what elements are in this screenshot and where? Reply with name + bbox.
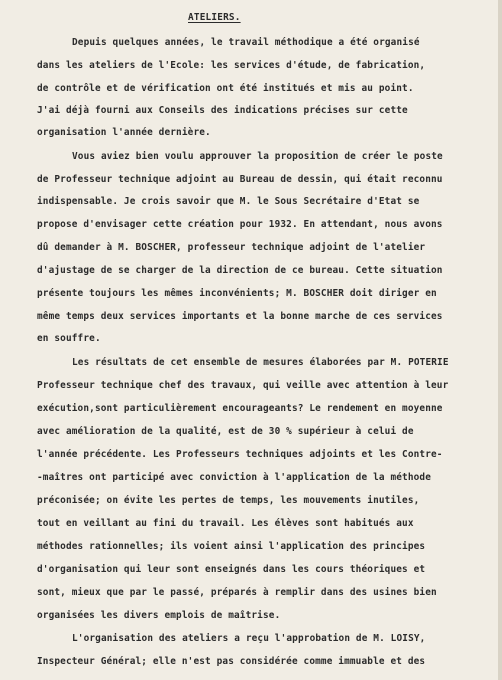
- text-line: Depuis quelques années, le travail méthodique a été organisé: [72, 37, 420, 48]
- text-line: de contrôle et de vérification ont été institués et mis au point.: [37, 83, 414, 94]
- text-line: exécution,sont particulièrement encourageants? Le rendement en moyenne: [37, 403, 443, 414]
- text-line: même temps deux services importants et la bonne marche de ces services: [37, 311, 443, 322]
- text-line: J'ai déjà fourni aux Conseils des indications précises sur cette: [37, 105, 408, 116]
- text-line: Vous aviez bien voulu approuver la proposition de créer le poste: [72, 151, 443, 162]
- text-line: Les résultats de cet ensemble de mesures élaborées par M. POTERIE: [72, 357, 449, 368]
- text-line: organisation l'année dernière.: [37, 127, 211, 138]
- text-line: méthodes rationnelles; ils voient ainsi l'application des principes: [37, 541, 426, 552]
- text-line: -maîtres ont participé avec conviction à l'application de la méthode: [37, 472, 432, 483]
- text-line: préconisée; on évite les pertes de temps, les mouvements inutiles,: [37, 495, 420, 506]
- page-title: ATELIERS.: [188, 12, 241, 23]
- text-line: Inspecteur Général; elle n'est pas considérée comme immuable et des: [37, 656, 426, 667]
- text-line: dans les ateliers de l'Ecole: les services d'étude, de fabrication,: [37, 60, 426, 71]
- text-line: tout en veillant au fini du travail. Les élèves sont habitués aux: [37, 518, 414, 529]
- page-edge: [498, 0, 502, 680]
- text-line: de Professeur technique adjoint au Bureau de dessin, qui était reconnu: [37, 174, 443, 185]
- text-line: L'organisation des ateliers a reçu l'approbation de M. LOISY,: [72, 633, 426, 644]
- text-line: présente toujours les mêmes inconvénients; M. BOSCHER doit diriger en: [37, 288, 437, 299]
- text-line: d'organisation qui leur sont enseignés dans les cours théoriques et: [37, 564, 426, 575]
- text-line: l'année précédente. Les Professeurs techniques adjoints et les Contre-: [37, 449, 443, 460]
- text-line: dû demander à M. BOSCHER, professeur technique adjoint de l'atelier: [37, 242, 426, 253]
- text-line: avec amélioration de la qualité, est de 30 % supérieur à celui de: [37, 426, 414, 437]
- text-line: propose d'envisager cette création pour 1932. En attendant, nous avons: [37, 219, 443, 230]
- text-line: organisées les divers emplois de maîtrise.: [37, 610, 281, 621]
- text-line: indispensable. Je crois savoir que M. le Sous Secrétaire d'Etat se: [37, 196, 420, 207]
- text-line: sont, mieux que par le passé, préparés à remplir dans des usines bien: [37, 587, 437, 598]
- text-line: Professeur technique chef des travaux, qui veille avec attention à leur: [37, 380, 449, 391]
- text-line: en souffre.: [37, 333, 101, 344]
- text-line: d'ajustage de se charger de la direction de ce bureau. Cette situation: [37, 265, 443, 276]
